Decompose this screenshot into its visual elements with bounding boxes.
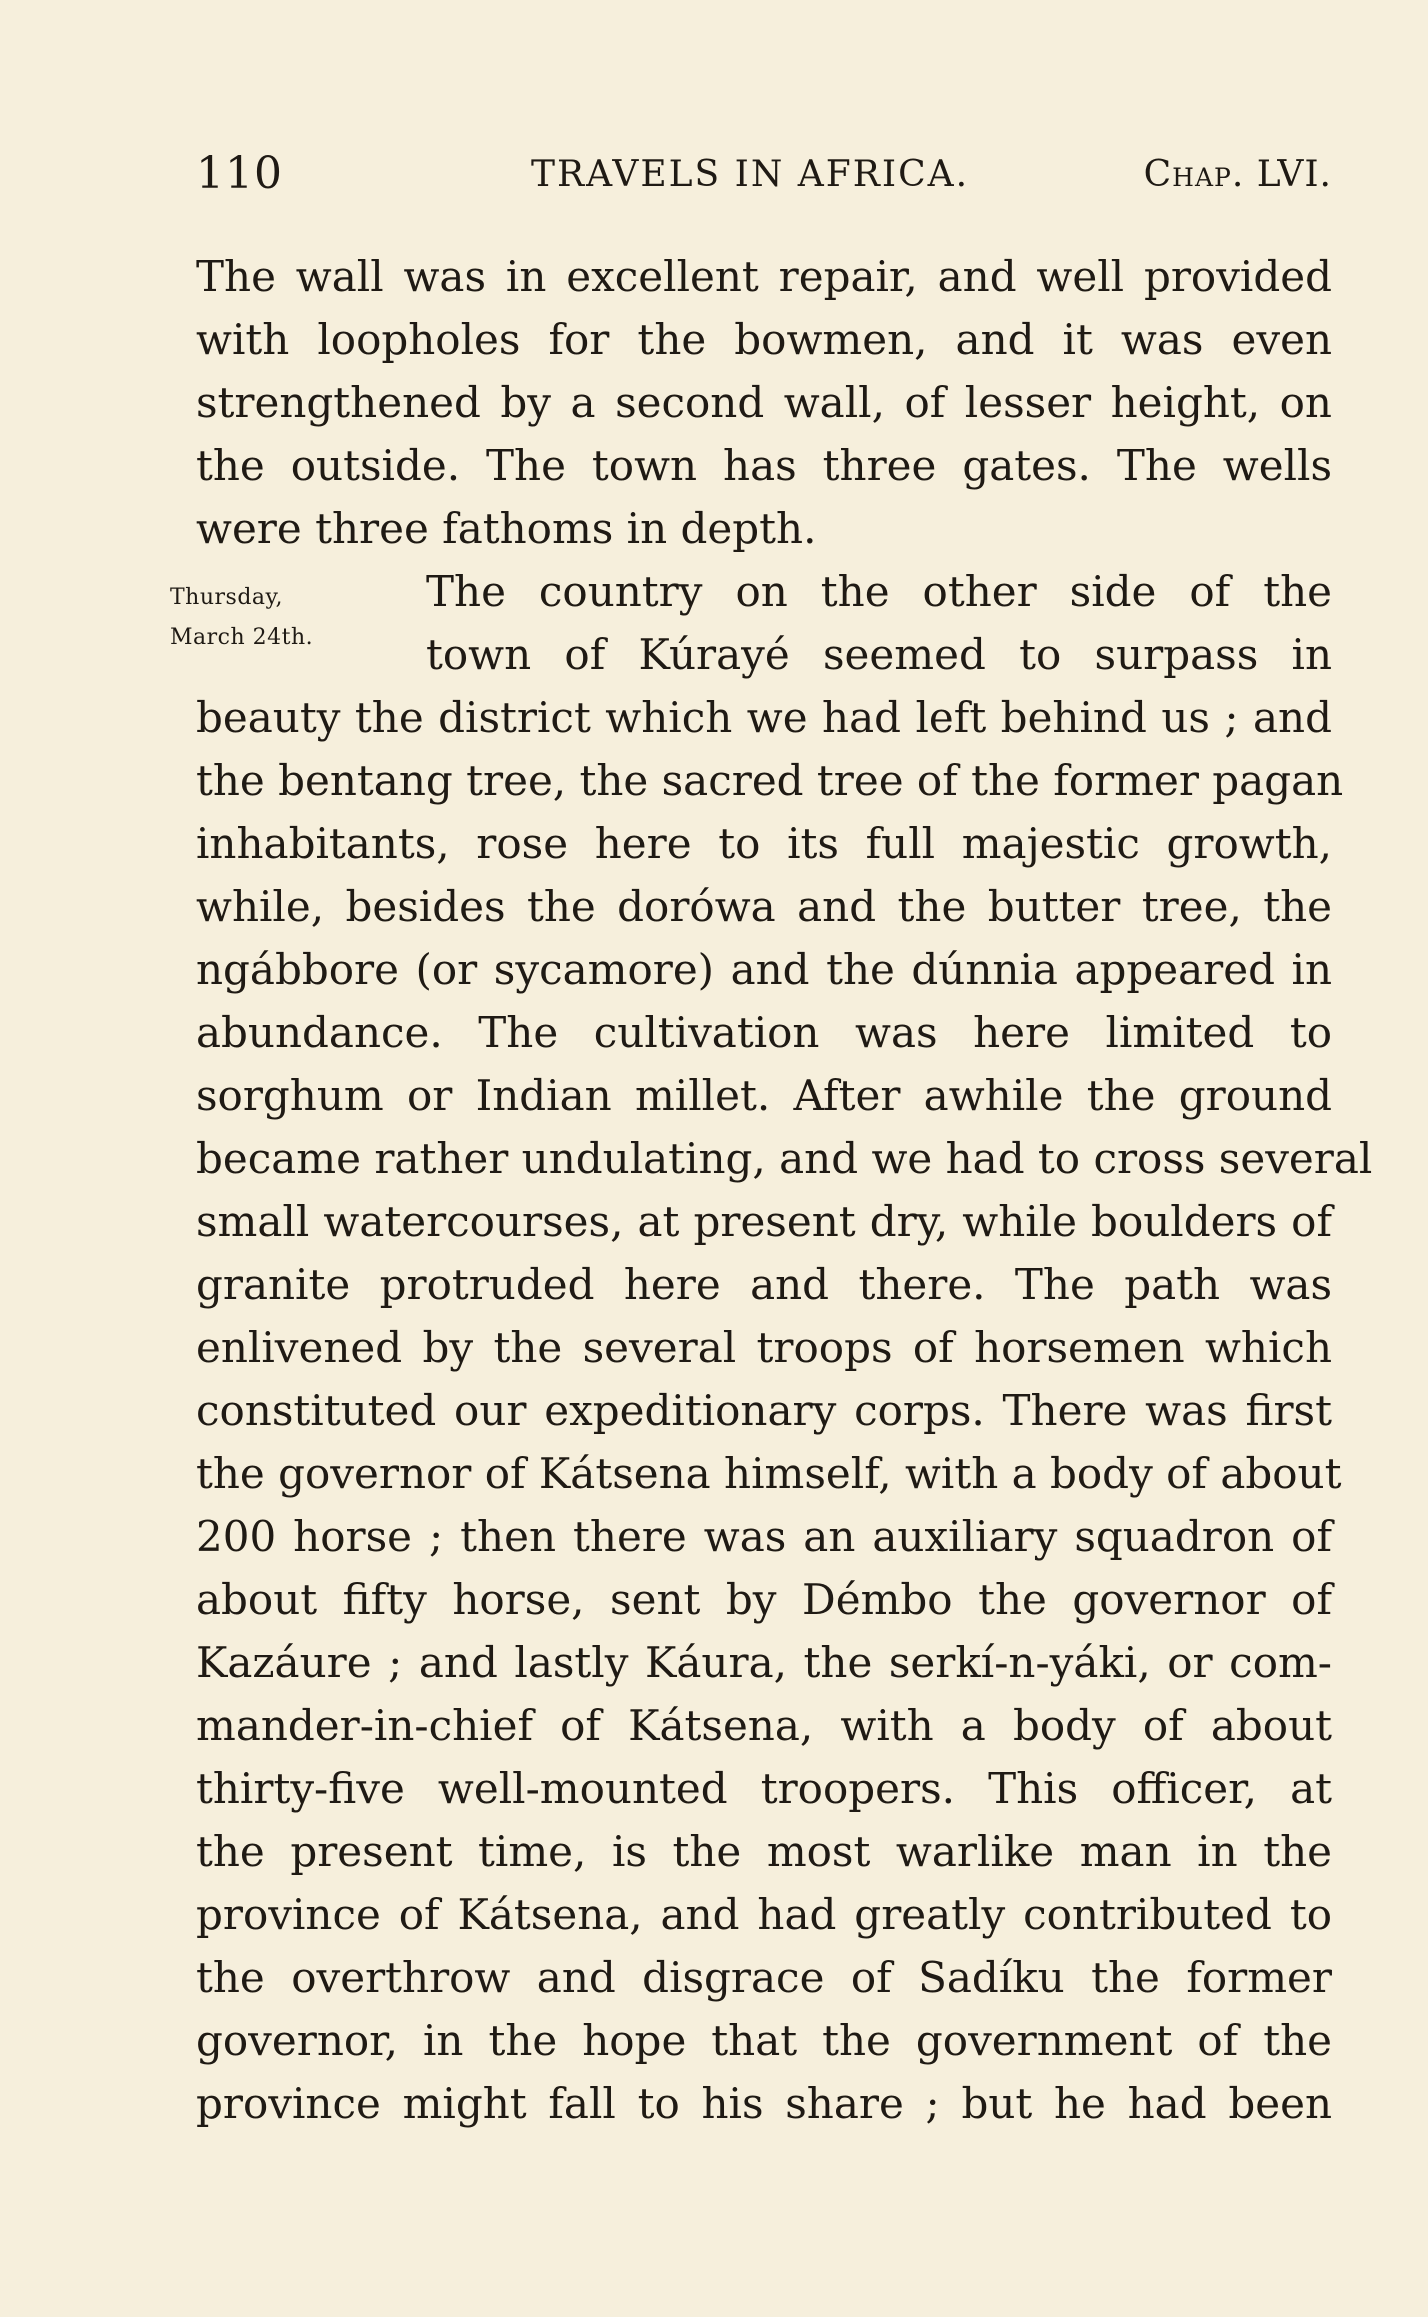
text-line: province might fall to his share ; but he had been xyxy=(196,2079,1332,2128)
text-line: while, besides the dorówa and the butter tree, the xyxy=(196,882,1332,931)
text-line: with loopholes for the bowmen, and it was even xyxy=(196,315,1332,364)
text-line: strengthened by a second wall, of lesser height, on xyxy=(196,378,1332,427)
text-line: the present time, is the most warlike man in the xyxy=(196,1827,1332,1876)
text-line: granite protruded here and there. The path was xyxy=(196,1260,1332,1309)
text-line: became rather undulating, and we had to cross several xyxy=(196,1134,1373,1183)
text-line: the governor of Kátsena himself, with a body of about xyxy=(196,1449,1342,1498)
text-line: town of Kúrayé seemed to surpass in xyxy=(426,630,1332,679)
margin-note-date: March 24th. xyxy=(170,625,314,650)
text-line: about fifty horse, sent by Démbo the governor of xyxy=(196,1575,1332,1624)
text-line: thirty-five well-mounted troopers. This officer, at xyxy=(196,1764,1332,1813)
text-line: Kazáure ; and lastly Káura, the serkí-n-yáki, or com- xyxy=(196,1638,1332,1687)
text-line: mander-in-chief of Kátsena, with a body of about xyxy=(196,1701,1332,1750)
margin-note-day: Thursday, xyxy=(170,585,284,610)
paragraph-2 xyxy=(196,560,1373,2135)
text-line: small watercourses, at present dry, while boulders of xyxy=(196,1197,1332,1246)
text-line: province of Kátsena, and had greatly contributed to xyxy=(196,1890,1332,1939)
text-line: were three fathoms in depth. xyxy=(196,504,817,553)
text-line: The country on the other side of the xyxy=(426,567,1332,616)
text-line: inhabitants, rose here to its full majestic growth, xyxy=(196,819,1332,868)
text-line: ngábbore (or sycamore) and the dúnnia appeared in xyxy=(196,945,1332,994)
page-number: 110 xyxy=(196,148,283,199)
text-line: beauty the district which we had left behind us ; and xyxy=(196,693,1332,742)
text-line: abundance. The cultivation was here limited to xyxy=(196,1008,1332,1057)
text-line: sorghum or Indian millet. After awhile the ground xyxy=(196,1071,1332,1120)
text-line: The wall was in excellent repair, and well provided xyxy=(196,252,1332,301)
text-line: the overthrow and disgrace of Sadíku the former xyxy=(196,1953,1332,2002)
text-line: the outside. The town has three gates. The wells xyxy=(196,441,1332,490)
running-title: TRAVELS IN AFRICA. xyxy=(531,154,970,195)
text-line: governor, in the hope that the government of the xyxy=(196,2016,1332,2065)
text-line: enlivened by the several troops of horsemen which xyxy=(196,1323,1332,1372)
text-line: the bentang tree, the sacred tree of the former pagan xyxy=(196,756,1344,805)
page-header xyxy=(196,148,1332,208)
text-line: 200 horse ; then there was an auxiliary squadron of xyxy=(196,1512,1332,1561)
chapter-heading: Chap. LVI. xyxy=(1143,154,1332,195)
text-line: constituted our expeditionary corps. There was first xyxy=(196,1386,1332,1435)
paragraph-1 xyxy=(196,245,1332,560)
